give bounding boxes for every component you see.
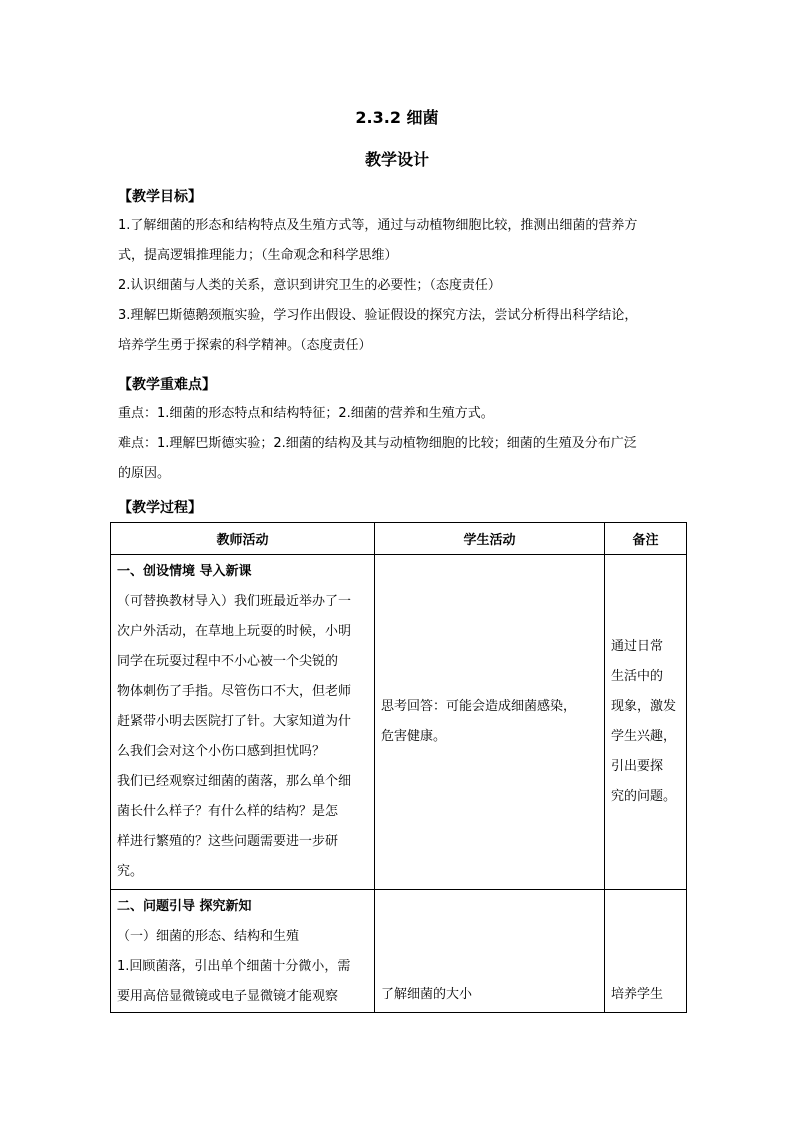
table-row [111,555,687,890]
header-note: 备注 [605,523,687,555]
text-line: 1.回顾菌落，引出单个细菌十分微小，需 [117,959,351,974]
teacher-activity-cell [111,890,375,1013]
text-line: （可替换教材导入）我们班最近举办了一 [117,594,352,609]
header-student: 学生活动 [375,523,605,555]
teacher-activity-cell [111,555,375,890]
process-table [110,522,687,1013]
document-title: 2.3.2 细菌 [355,108,439,127]
text-line: 引出要探 [611,759,664,774]
text-line: 物体刺伤了手指。尽管伤口不大，但老师 [117,684,352,699]
text-line: （一）细菌的形态、结构和生殖 [117,929,300,944]
header-teacher: 教师活动 [111,523,375,555]
table-header-row [111,523,687,555]
goal-line: 1.了解细菌的形态和结构特点及生殖方式等，通过与动植物细胞比较，推测出细菌的营养方 [118,218,638,233]
text-line: 究。 [117,864,144,879]
text-line: 要用高倍显微镜或电子显微镜才能观察 [117,989,339,1004]
text-line: 通过日常 [611,639,664,654]
text-line: 究的问题。 [611,789,677,804]
section-title: 二、问题引导 探究新知 [117,899,252,914]
key-point-line: 难点：1.理解巴斯德实验；2.细菌的结构及其与动植物细胞的比较；细菌的生殖及分布广泛 [118,436,637,451]
table-row [111,890,687,1013]
goal-line: 3.理解巴斯德鹅颈瓶实验，学习作出假设、验证假设的探究方法，尝试分析得出科学结论， [118,308,638,323]
text-line: 么我们会对这个小伤口感到担忧吗？ [117,744,326,759]
text-line: 危害健康。 [381,729,447,744]
text-line: 思考回答：可能会造成细菌感染， [381,699,577,714]
key-point-line: 的原因。 [118,466,171,481]
text-line: 了解细菌的大小 [381,987,473,1002]
key-points-text [118,399,684,489]
text-line: 我们已经观察过细菌的菌落，那么单个细 [117,774,352,789]
text-line: 赶紧带小明去医院打了针。大家知道为什 [117,714,352,729]
goals-heading: 【教学目标】 [118,189,202,205]
goals-text [118,211,684,361]
key-points-heading: 【教学重难点】 [118,377,216,393]
student-activity-cell [375,890,605,1013]
text-line: 生活中的 [611,669,664,684]
text-line: 菌长什么样子？有什么样的结构？是怎 [117,804,339,819]
goal-line: 2.认识细菌与人类的关系，意识到讲究卫生的必要性；（态度责任） [118,278,501,293]
student-activity-cell [375,555,605,890]
text-line: 同学在玩耍过程中不小心被一个尖锐的 [117,654,339,669]
document-subtitle: 教学设计 [364,150,429,169]
note-cell [605,555,687,890]
text-line: 学生兴趣， [611,729,677,744]
key-point-line: 重点：1.细菌的形态特点和结构特征；2.细菌的营养和生殖方式。 [118,406,494,421]
text-line: 次户外活动，在草地上玩耍的时候，小明 [117,624,352,639]
text-line: 样进行繁殖的？这些问题需要进一步研 [117,834,339,849]
section-title: 一、创设情境 导入新课 [117,564,252,579]
note-cell [605,890,687,1013]
goal-line: 式，提高逻辑推理能力；（生命观念和科学思维） [118,248,398,263]
process-heading: 【教学过程】 [118,500,202,516]
text-line: 培养学生 [611,987,664,1002]
text-line: 现象，激发 [611,699,677,714]
goal-line: 培养学生勇于探索的科学精神。（态度责任） [118,338,372,353]
